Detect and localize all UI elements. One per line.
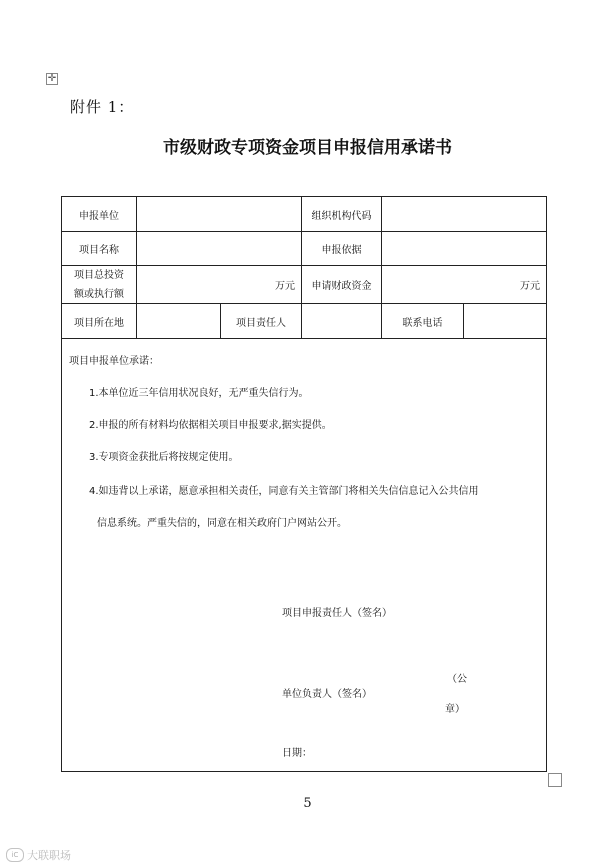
page-number: 5 bbox=[303, 796, 312, 811]
location-label: 项目所在地 bbox=[74, 317, 124, 329]
commitment-item-4-line-1: 4.如违背以上承诺，愿意承担相关责任，同意有关主管部门将相关失信信息记入公共信用 bbox=[89, 486, 479, 497]
table-move-handle-icon[interactable]: ✛ bbox=[47, 73, 57, 84]
applicant-unit-field[interactable] bbox=[137, 197, 301, 231]
commitment-item-4-line-2: 信息系统。严重失信的，同意在相关政府门户网站公开。 bbox=[97, 518, 347, 529]
requested-funds-unit: 万元 bbox=[520, 281, 540, 292]
seal-open: （公 bbox=[447, 674, 467, 685]
basis-field[interactable] bbox=[382, 232, 546, 265]
project-name-label: 项目名称 bbox=[79, 245, 119, 256]
page-title: 市级财政专项资金项目申报信用承诺书 bbox=[163, 138, 452, 158]
commitment-heading: 项目申报单位承诺： bbox=[69, 356, 159, 367]
location-field[interactable] bbox=[137, 304, 220, 338]
seal-close: 章） bbox=[445, 704, 465, 715]
phone-label: 联系电话 bbox=[402, 317, 443, 329]
applicant-unit-label: 申报单位 bbox=[79, 210, 119, 222]
table-border-bottom bbox=[61, 771, 547, 772]
watermark-logo-icon: iC bbox=[6, 848, 24, 862]
unit-head-label: 单位负责人（签名） bbox=[282, 689, 372, 700]
commitment-item-1: 1.本单位近三年信用状况良好，无严重失信行为。 bbox=[89, 388, 309, 399]
commitment-item-2: 2.申报的所有材料均依据相关项目申报要求,据实提供。 bbox=[89, 420, 332, 431]
basis-label: 申报依据 bbox=[321, 245, 362, 256]
paragraph-marker-box bbox=[548, 773, 562, 787]
total-investment-label-line2: 额或执行额 bbox=[74, 288, 124, 300]
date-label: 日期： bbox=[282, 748, 312, 759]
attachment-label: 附件 1： bbox=[70, 98, 135, 116]
requested-funds-label: 申请财政资金 bbox=[311, 281, 372, 292]
commitment-item-3: 3.专项资金获批后将按规定使用。 bbox=[89, 452, 239, 463]
row-divider bbox=[61, 338, 547, 339]
requested-funds-field[interactable] bbox=[382, 266, 540, 303]
total-investment-label-line1: 项目总投资 bbox=[74, 269, 124, 281]
responsible-person-field[interactable] bbox=[302, 304, 381, 338]
watermark-text: 大联职场 bbox=[27, 849, 71, 862]
phone-field[interactable] bbox=[464, 304, 546, 338]
watermark bbox=[6, 847, 71, 863]
total-investment-label bbox=[62, 266, 136, 303]
org-code-field[interactable] bbox=[382, 197, 546, 231]
signer-label: 项目申报责任人（签名） bbox=[282, 608, 392, 619]
project-name-field[interactable] bbox=[137, 232, 301, 265]
total-investment-field[interactable] bbox=[137, 266, 295, 303]
total-investment-unit: 万元 bbox=[275, 281, 295, 292]
responsible-person-label: 项目责任人 bbox=[236, 317, 286, 329]
org-code-label: 组织机构代码 bbox=[311, 210, 372, 222]
table-border-right bbox=[546, 196, 547, 772]
